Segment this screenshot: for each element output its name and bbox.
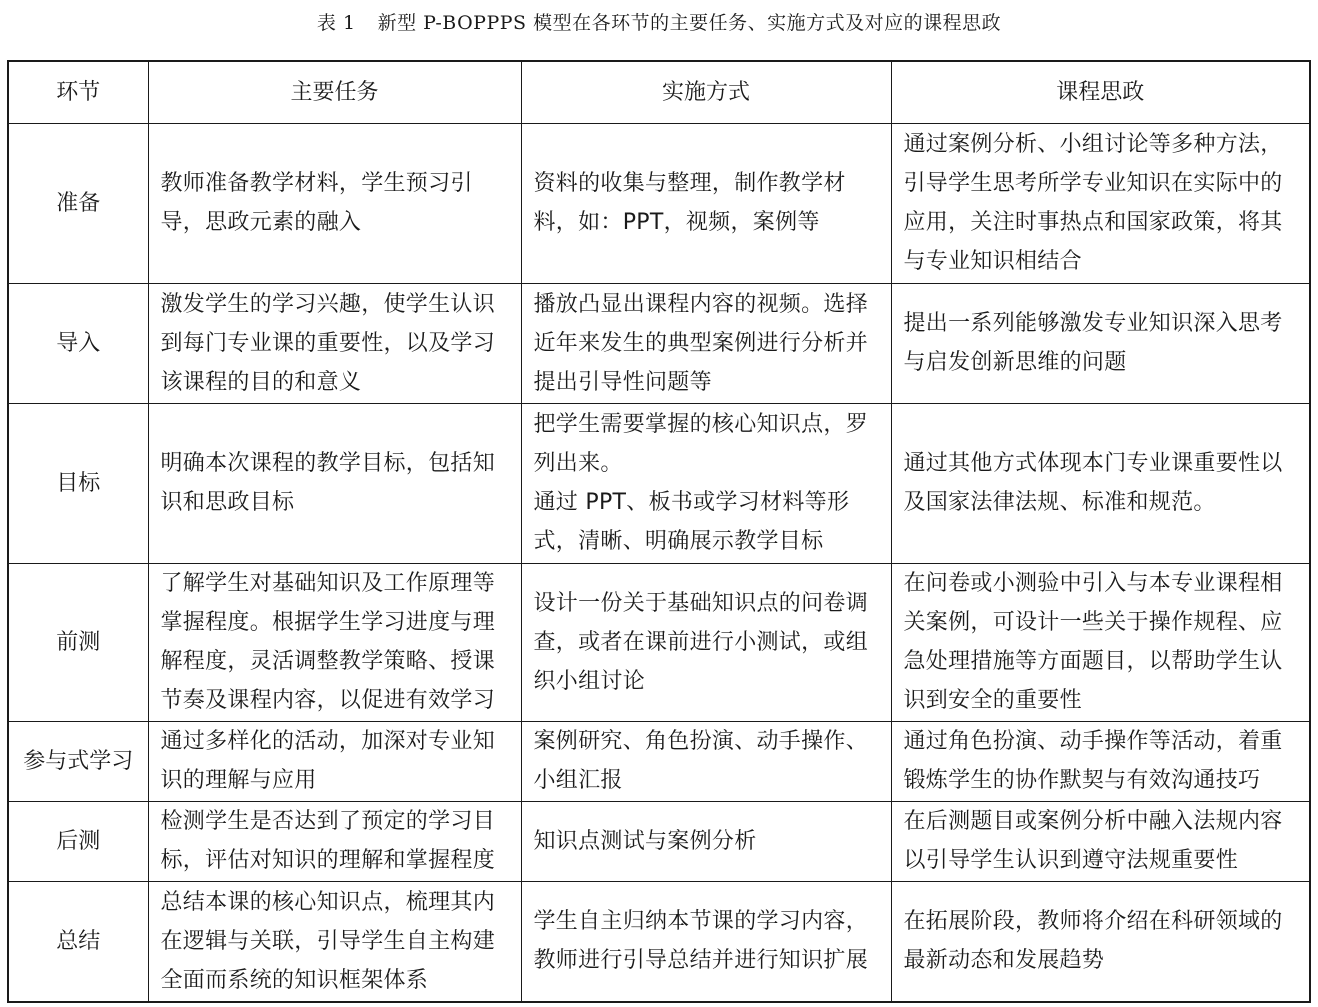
method-cell: 学生自主归纳本节课的学习内容，教师进行引导总结并进行知识扩展 [521, 881, 891, 1002]
method-cell: 资料的收集与整理，制作教学材料，如：PPT，视频，案例等 [521, 123, 891, 283]
stage-cell: 前测 [8, 563, 148, 721]
task-cell: 了解学生对基础知识及工作原理等掌握程度。根据学生学习进度与理解程度，灵活调整教学策略、授课节奏及课程内容，以促进有效学习 [148, 563, 521, 721]
table-row [8, 283, 1310, 403]
ideology-cell: 在拓展阶段，教师将介绍在科研领域的最新动态和发展趋势 [891, 881, 1310, 1002]
task-cell: 教师准备教学材料，学生预习引导，思政元素的融入 [148, 123, 521, 283]
table-row [8, 403, 1310, 563]
method-cell [521, 403, 891, 563]
task-cell: 检测学生是否达到了预定的学习目标，评估对知识的理解和掌握程度 [148, 801, 521, 881]
ideology-cell: 提出一系列能够激发专业知识深入思考与启发创新思维的问题 [891, 283, 1310, 403]
ideology-cell: 通过其他方式体现本门专业课重要性以及国家法律法规、标准和规范。 [891, 403, 1310, 563]
header-ideology: 课程思政 [891, 61, 1310, 123]
table-row [8, 801, 1310, 881]
method-cell: 播放凸显出课程内容的视频。选择近年来发生的典型案例进行分析并提出引导性问题等 [521, 283, 891, 403]
method-cell: 案例研究、角色扮演、动手操作、小组汇报 [521, 721, 891, 801]
stage-cell: 总结 [8, 881, 148, 1002]
stage-cell: 目标 [8, 403, 148, 563]
stage-cell: 后测 [8, 801, 148, 881]
task-cell: 激发学生的学习兴趣，使学生认识到每门专业课的重要性，以及学习该课程的目的和意义 [148, 283, 521, 403]
table-row [8, 563, 1310, 721]
stage-cell: 参与式学习 [8, 721, 148, 801]
table-row [8, 721, 1310, 801]
task-cell: 明确本次课程的教学目标，包括知识和思政目标 [148, 403, 521, 563]
caption-label: 表 1 [316, 12, 356, 34]
stage-cell: 导入 [8, 283, 148, 403]
header-stage: 环节 [8, 61, 148, 123]
method-line: 通过 PPT、板书或学习材料等形式，清晰、明确展示教学目标 [533, 490, 850, 554]
ideology-cell: 通过角色扮演、动手操作等活动，着重锻炼学生的协作默契与有效沟通技巧 [891, 721, 1310, 801]
table-row [8, 881, 1310, 1002]
caption-title: 新型 P-BOPPPS 模型在各环节的主要任务、实施方式及对应的课程思政 [377, 12, 1002, 34]
task-cell: 通过多样化的活动，加深对专业知识的理解与应用 [148, 721, 521, 801]
ideology-cell: 在问卷或小测验中引入与本专业课程相关案例，可设计一些关于操作规程、应急处理措施等方面题目，以帮助学生认识到安全的重要性 [891, 563, 1310, 721]
ideology-cell: 在后测题目或案例分析中融入法规内容以引导学生认识到遵守法规重要性 [891, 801, 1310, 881]
header-task: 主要任务 [148, 61, 521, 123]
method-cell: 设计一份关于基础知识点的问卷调查，或者在课前进行小测试，或组织小组讨论 [521, 563, 891, 721]
method-line: 把学生需要掌握的核心知识点，罗列出来。 [533, 412, 869, 476]
pboppps-table [7, 60, 1311, 1003]
table-caption [0, 6, 1318, 40]
header-method: 实施方式 [521, 61, 891, 123]
stage-cell: 准备 [8, 123, 148, 283]
task-cell: 总结本课的核心知识点，梳理其内在逻辑与关联，引导学生自主构建全面而系统的知识框架体系 [148, 881, 521, 1002]
method-cell: 知识点测试与案例分析 [521, 801, 891, 881]
table-header-row [8, 61, 1310, 123]
table-row [8, 123, 1310, 283]
ideology-cell: 通过案例分析、小组讨论等多种方法，引导学生思考所学专业知识在实际中的应用，关注时事热点和国家政策，将其与专业知识相结合 [891, 123, 1310, 283]
